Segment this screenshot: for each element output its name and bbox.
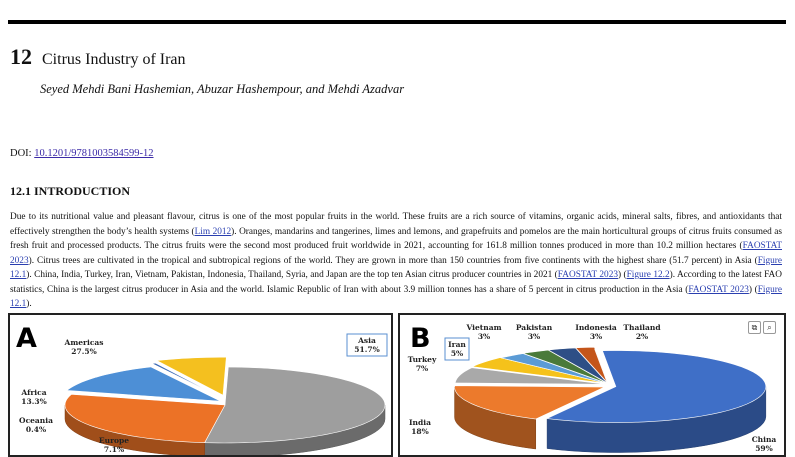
pie-chart-b [400,315,784,455]
slice-name-label: Turkey [407,355,437,364]
slice-value-label: 59% [755,444,773,453]
slice-value-label: 7.1% [103,445,125,454]
doi-label: DOI: [10,148,32,159]
paragraph-text: ). Citrus trees are cultivated in the tropical and subtropical regions of the world. They are grown in more than 150 countries from five continents with the highest share (51.7 percent) in Asia ( [28,255,758,266]
paragraph-text: ). Oranges, mandarins and tangerines, limes and lemons, and grapefruits and pomelos are the main horticultural groups of citrus fruits consumed as fresh fruit and processed products. The citrus fruits were the second most produced fruit worldwide in 2021, accounting for 161.8 million tonnes produced in more than 10.2 million hectares ( [10,226,783,251]
chapter-heading [10,44,186,70]
slice-name-label: Asia [358,336,376,345]
slice-name-label: Iran [448,340,466,349]
citation-link[interactable]: FAOSTAT 2023 [557,270,619,280]
paragraph-text: ). [26,299,32,309]
slice-value-label: 51.7% [354,345,380,354]
slice-value-label: 7% [415,364,429,373]
image-tool-icon[interactable]: ⧉ [748,321,761,334]
paragraph-text: Due to its nutritional value and pleasant flavour, citrus is one of the most popular fruits in the world. These fruits are a rich source of vitamins, organic acids, mineral salts, fibres, and antioxidants that effectively strengthen the body’s health systems ( [10,212,782,237]
pie-chart-panel-b [398,313,786,457]
slice-value-label: 3% [589,332,603,341]
slice-name-label: India [409,418,431,427]
slice-value-label: 27.5% [71,347,97,356]
citation-link[interactable]: Lim 2012 [194,226,232,237]
intro-paragraph [10,210,782,312]
chapter-authors: Seyed Mehdi Bani Hashemian, Abuzar Hashempour, and Mehdi Azadvar [40,82,405,96]
slice-value-label: 13.3% [21,397,47,406]
slice-name-label: Indonesia [575,323,617,332]
citation-link[interactable]: FAOSTAT 2023 [10,241,782,266]
doi-line [10,148,154,159]
paragraph-text: ) ( [748,284,758,295]
chart-toolbar [748,321,776,334]
slice-name-label: Thailand [623,323,661,332]
slice-name-label: Europe [98,436,130,445]
chapter-title: Citrus Industry of Iran [42,51,186,68]
figure-link[interactable]: Figure 12.2 [626,270,670,280]
section-heading: 12.1 INTRODUCTION [10,184,131,198]
zoom-icon[interactable]: ⌕ [763,321,776,334]
slice-name-label: Africa [21,388,47,397]
slice-name-label: Pakistan [515,323,553,332]
slice-value-label: 3% [477,332,491,341]
paragraph-text: ). China, India, Turkey, Iran, Vietnam, Pakistan, Indonesia, Thailand, Syria, and Japan are the top ten Asian citrus producer countries in 2021 ( [26,270,558,280]
pie-chart-panel-a [8,313,393,457]
slice-value-label: 0.4% [25,425,47,434]
pie-chart-a [10,315,391,455]
slice-value-label: 3% [527,332,541,341]
paragraph-text: ). According to the latest FAO statistics, China is the largest citrus producer in Asia and the world. Islamic Republic of Iran with about 3.9 million tonnes has a share of 5 percent in citrus production in the Asia ( [10,270,782,295]
slice-name-label: China [751,435,777,444]
top-rule [8,20,786,24]
slice-value-label: 5% [450,349,464,358]
slice-name-label: Americas [64,338,104,347]
figure-link[interactable]: Figure 12.1 [10,255,782,280]
slice-name-label: Vietnam [466,323,502,332]
citation-link[interactable]: FAOSTAT 2023 [688,284,749,295]
paragraph-text: ) ( [618,270,627,280]
slice-value-label: 2% [635,332,649,341]
panel-letter-label: B [410,323,431,354]
panel-letter-label: A [16,323,37,354]
slice-value-label: 18% [411,427,429,436]
figure-link[interactable]: Figure 12.1 [10,284,783,309]
chapter-number: 12 [10,44,32,69]
doi-link[interactable]: 10.1201/9781003584599-12 [34,148,154,159]
slice-name-label: Oceania [19,416,53,425]
